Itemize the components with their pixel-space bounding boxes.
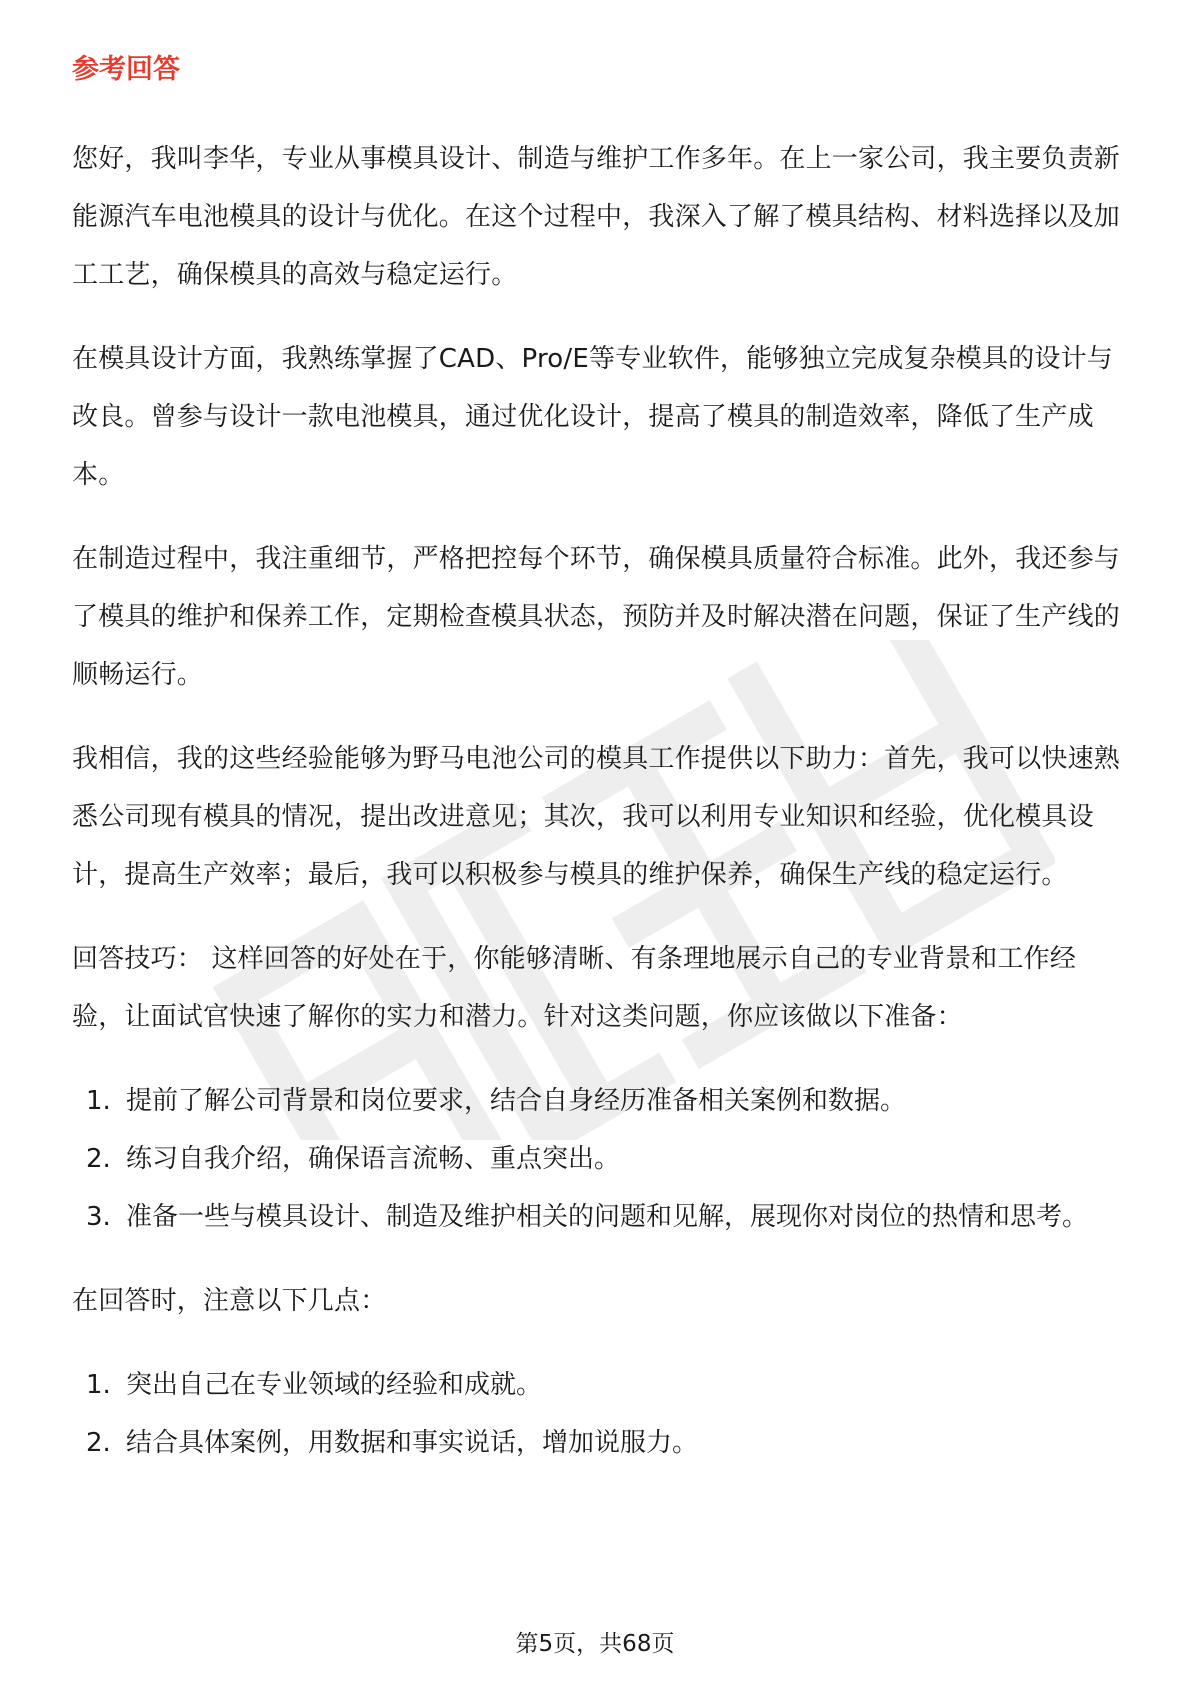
notes-intro: 在回答时，注意以下几点： [72, 1286, 387, 1316]
list-item-text: 准备一些与模具设计、制造及维护相关的问题和见解，展现你对岗位的热情和思考。 [126, 1202, 1089, 1232]
list-item-number: 2. [86, 1428, 111, 1458]
list-item-text: 结合具体案例，用数据和事实说话，增加说服力。 [126, 1428, 699, 1458]
list-item-text: 突出自己在专业领域的经验和成就。 [126, 1370, 543, 1400]
list-item [72, 1414, 1120, 1472]
answer-paragraph-4: 我相信，我的这些经验能够为野马电池公司的模具工作提供以下助力：首先，我可以快速熟悉公司现有模具的情况，提出改进意见；其次，我可以利用专业知识和经验，优化模具设计，提高生产效率；最后，我可以积极参与模具的维护保养，确保生产线的稳定运行。 [72, 744, 1121, 890]
answer-paragraph-1: 您好，我叫李华，专业从事模具设计、制造与维护工作多年。在上一家公司，我主要负责新能源汽车电池模具的设计与优化。在这个过程中，我深入了解了模具结构、材料选择以及加工工艺，确保模具的高效与稳定运行。 [72, 144, 1121, 290]
list-item [72, 1072, 1120, 1130]
list-item-text: 提前了解公司背景和岗位要求，结合自身经历准备相关案例和数据。 [126, 1086, 907, 1116]
page-number-footer: 第5页，共68页 [515, 1631, 675, 1657]
answer-paragraph-2: 在模具设计方面，我熟练掌握了CAD、Pro/E等专业软件，能够独立完成复杂模具的设计与改良。曾参与设计一款电池模具，通过优化设计，提高了模具的制造效率，降低了生产成本。 [72, 344, 1113, 490]
list-item-number: 1. [86, 1370, 111, 1400]
preparation-list [72, 1072, 1120, 1246]
list-item [72, 1356, 1120, 1414]
list-item [72, 1130, 1120, 1188]
section-title: 参考回答 [72, 54, 180, 85]
list-item-number: 3. [86, 1202, 111, 1232]
list-item-number: 2. [86, 1144, 111, 1174]
tips-paragraph: 回答技巧： 这样回答的好处在于，你能够清晰、有条理地展示自己的专业背景和工作经验，让面试官快速了解你的实力和潜力。针对这类问题，你应该做以下准备： [72, 944, 1077, 1032]
list-item [72, 1188, 1120, 1246]
answer-paragraph-3: 在制造过程中，我注重细节，严格把控每个环节，确保模具质量符合标准。此外，我还参与了模具的维护和保养工作，定期检查模具状态，预防并及时解决潜在问题，保证了生产线的顺畅运行。 [72, 544, 1121, 690]
list-item-text: 练习自我介绍，确保语言流畅、重点突出。 [126, 1144, 621, 1174]
notes-list [72, 1356, 1120, 1472]
main-content [72, 50, 1120, 1498]
list-item-number: 1. [86, 1086, 111, 1116]
